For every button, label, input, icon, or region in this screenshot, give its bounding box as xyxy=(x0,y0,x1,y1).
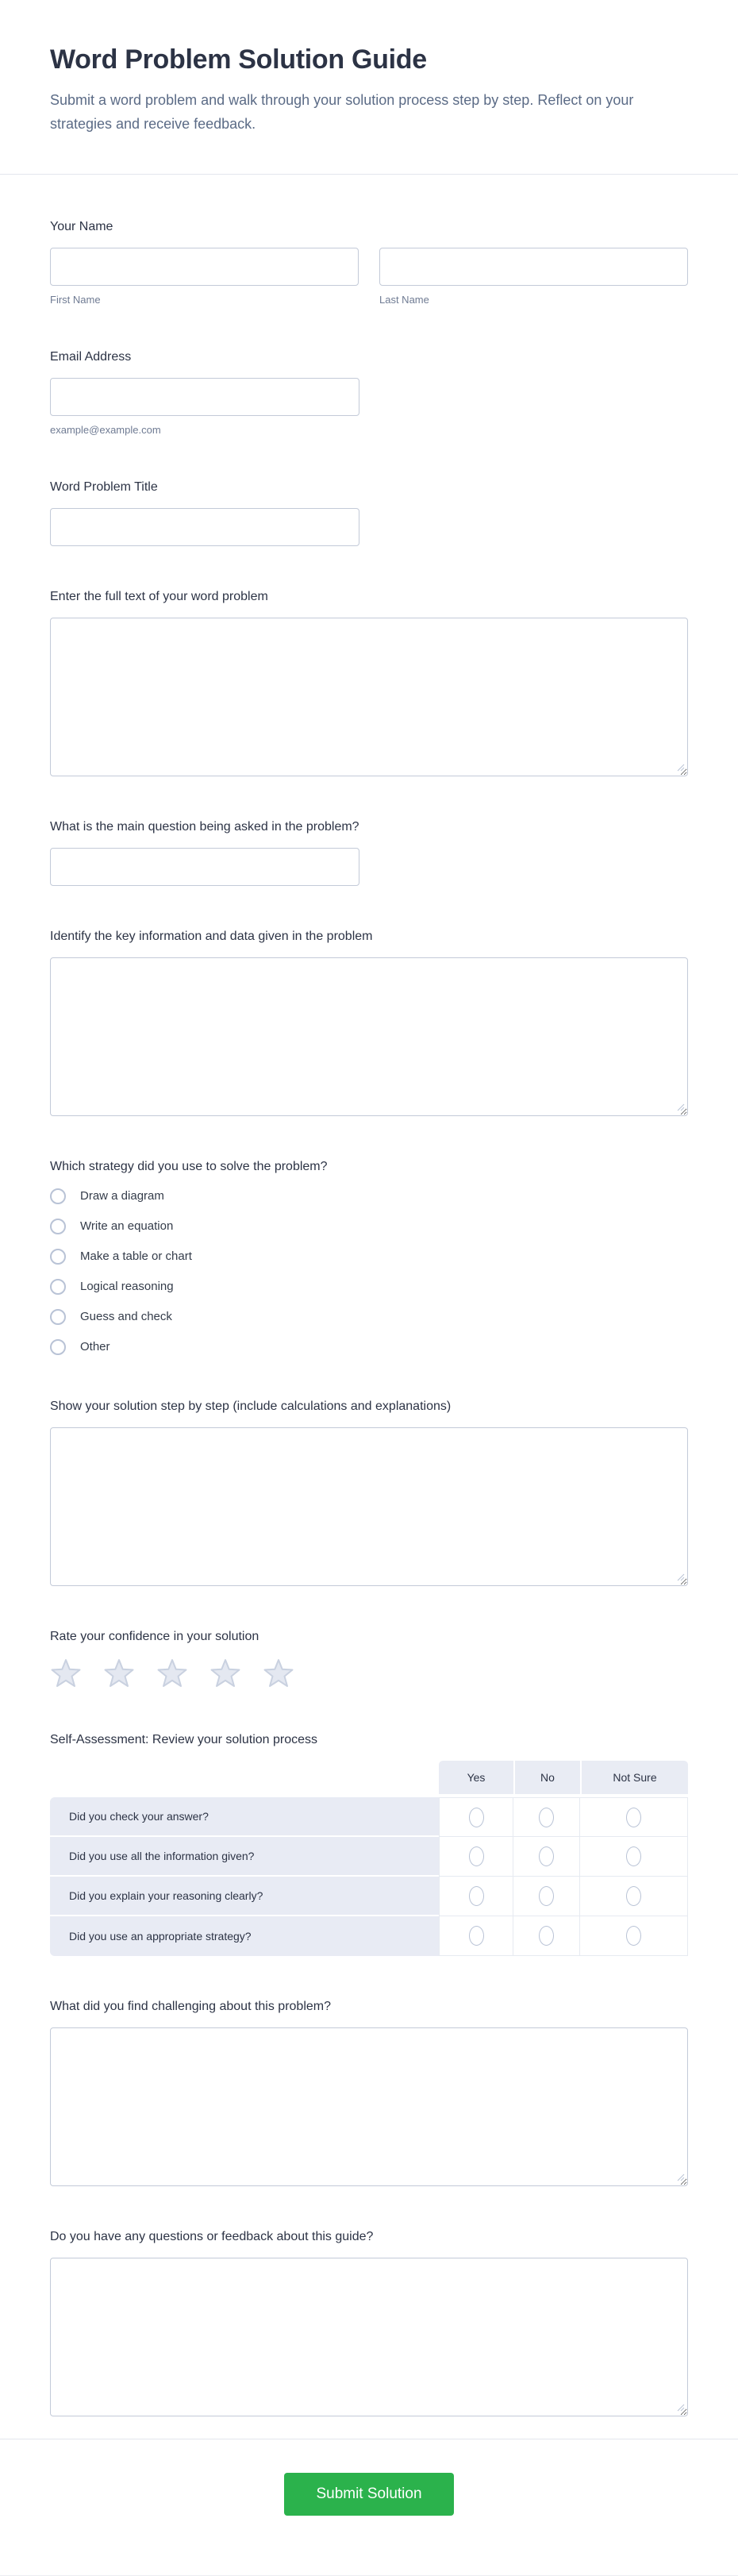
radio-circle-icon[interactable] xyxy=(626,1886,641,1906)
solution-steps-wrap xyxy=(50,1427,688,1586)
field-problem-text xyxy=(50,589,688,776)
matrix-cell-yes[interactable] xyxy=(439,1877,513,1916)
solution-steps-label: Show your solution step by step (include calculations and explanations) xyxy=(50,1400,452,1413)
radio-circle-icon[interactable] xyxy=(50,1188,66,1204)
radio-circle-icon[interactable] xyxy=(626,1846,641,1866)
radio-circle-icon[interactable] xyxy=(539,1926,554,1946)
matrix-row-explained-reasoning xyxy=(50,1877,688,1916)
field-confidence xyxy=(50,1629,688,1689)
matrix-cell-no[interactable] xyxy=(513,1837,580,1877)
radio-circle-icon[interactable] xyxy=(626,1808,641,1827)
challenging-label: What did you find challenging about this problem? xyxy=(50,2000,331,2013)
radio-circle-icon[interactable] xyxy=(469,1926,484,1946)
form-body xyxy=(0,175,738,2416)
strategy-option-guess-and-check[interactable] xyxy=(50,1308,688,1326)
strategy-option-label: Logical reasoning xyxy=(80,1280,174,1293)
matrix-cell-yes[interactable] xyxy=(439,1916,513,1956)
matrix-row-appropriate-strategy xyxy=(50,1916,688,1956)
field-main-question xyxy=(50,819,688,886)
key-info-wrap xyxy=(50,957,688,1116)
strategy-option-label: Draw a diagram xyxy=(80,1189,164,1203)
last-name-col xyxy=(379,248,688,306)
field-solution-steps xyxy=(50,1399,688,1586)
field-problem-title xyxy=(50,479,688,546)
matrix-question: Did you check your answer? xyxy=(50,1797,439,1837)
first-name-input[interactable] xyxy=(50,248,359,286)
matrix-cell-yes[interactable] xyxy=(439,1797,513,1837)
strategy-option-label: Make a table or chart xyxy=(80,1249,192,1263)
field-your-name xyxy=(50,219,688,306)
key-info-textarea[interactable] xyxy=(50,957,688,1116)
last-name-input[interactable] xyxy=(379,248,688,286)
star-icon[interactable] xyxy=(50,1658,82,1689)
matrix-header-spacer xyxy=(50,1761,439,1794)
matrix-question: Did you use all the information given? xyxy=(50,1837,439,1877)
strategy-option-logical-reasoning[interactable] xyxy=(50,1278,688,1296)
strategy-option-other[interactable] xyxy=(50,1338,688,1356)
field-self-assessment xyxy=(50,1732,688,1956)
radio-circle-icon[interactable] xyxy=(539,1886,554,1906)
matrix-question: Did you use an appropriate strategy? xyxy=(50,1916,439,1956)
main-question-input[interactable] xyxy=(50,848,359,886)
name-row xyxy=(50,248,688,306)
problem-text-label: Enter the full text of your word problem xyxy=(50,590,268,603)
radio-circle-icon[interactable] xyxy=(469,1886,484,1906)
field-feedback xyxy=(50,2229,688,2416)
field-key-info xyxy=(50,929,688,1116)
strategy-option-label: Other xyxy=(80,1340,110,1353)
feedback-wrap xyxy=(50,2258,688,2416)
feedback-label: Do you have any questions or feedback about this guide? xyxy=(50,2230,374,2243)
radio-circle-icon[interactable] xyxy=(50,1279,66,1295)
field-challenging xyxy=(50,1999,688,2186)
matrix-question: Did you explain your reasoning clearly? xyxy=(50,1877,439,1916)
form-title: Word Problem Solution Guide xyxy=(50,44,427,75)
confidence-label: Rate your confidence in your solution xyxy=(50,1630,259,1643)
strategy-radio-list xyxy=(50,1188,688,1356)
matrix-row-used-information xyxy=(50,1837,688,1877)
email-label: Email Address xyxy=(50,350,132,364)
matrix-header-row xyxy=(50,1761,688,1794)
self-assessment-table xyxy=(50,1761,688,1956)
problem-text-wrap xyxy=(50,618,688,776)
first-name-col xyxy=(50,248,359,306)
strategy-option-make-a-table-or-chart[interactable] xyxy=(50,1248,688,1265)
matrix-column-yes: Yes xyxy=(439,1761,513,1794)
key-info-label: Identify the key information and data given in the problem xyxy=(50,930,373,943)
solution-steps-textarea[interactable] xyxy=(50,1427,688,1586)
challenging-textarea[interactable] xyxy=(50,2027,688,2186)
submit-button[interactable]: Submit Solution xyxy=(284,2473,454,2516)
matrix-cell-not-sure[interactable] xyxy=(580,1837,688,1877)
email-sublabel: example@example.com xyxy=(50,424,161,436)
submit-section xyxy=(0,2439,738,2575)
strategy-option-write-an-equation[interactable] xyxy=(50,1218,688,1235)
radio-circle-icon[interactable] xyxy=(469,1846,484,1866)
radio-circle-icon[interactable] xyxy=(50,1249,66,1265)
matrix-cell-not-sure[interactable] xyxy=(580,1797,688,1837)
strategy-label: Which strategy did you use to solve the problem? xyxy=(50,1160,328,1173)
challenging-wrap xyxy=(50,2027,688,2186)
radio-circle-icon[interactable] xyxy=(539,1846,554,1866)
email-input[interactable] xyxy=(50,378,359,416)
name-label: Your Name xyxy=(50,220,113,233)
star-icon[interactable] xyxy=(103,1658,135,1689)
radio-circle-icon[interactable] xyxy=(50,1309,66,1325)
matrix-cell-no[interactable] xyxy=(513,1916,580,1956)
problem-title-label: Word Problem Title xyxy=(50,480,158,494)
matrix-column-not-sure: Not Sure xyxy=(580,1761,688,1794)
matrix-row-check-answer xyxy=(50,1797,688,1837)
strategy-option-label: Write an equation xyxy=(80,1219,174,1233)
self-assessment-label: Self-Assessment: Review your solution process xyxy=(50,1733,318,1746)
problem-text-textarea[interactable] xyxy=(50,618,688,776)
first-name-sublabel: First Name xyxy=(50,294,101,306)
main-question-label: What is the main question being asked in the problem? xyxy=(50,820,359,834)
matrix-cell-no[interactable] xyxy=(513,1797,580,1837)
strategy-option-label: Guess and check xyxy=(80,1310,172,1323)
radio-circle-icon[interactable] xyxy=(50,1219,66,1234)
radio-circle-icon[interactable] xyxy=(469,1808,484,1827)
radio-circle-icon[interactable] xyxy=(539,1808,554,1827)
field-strategy xyxy=(50,1159,688,1356)
star-icon[interactable] xyxy=(263,1658,294,1689)
last-name-sublabel: Last Name xyxy=(379,294,429,306)
strategy-option-draw-a-diagram[interactable] xyxy=(50,1188,688,1205)
star-rating xyxy=(50,1658,688,1689)
matrix-cell-no[interactable] xyxy=(513,1877,580,1916)
star-icon[interactable] xyxy=(209,1658,241,1689)
field-email xyxy=(50,349,688,437)
radio-circle-icon[interactable] xyxy=(50,1339,66,1355)
problem-title-input[interactable] xyxy=(50,508,359,546)
matrix-cell-yes[interactable] xyxy=(439,1837,513,1877)
form-header xyxy=(0,0,738,175)
feedback-textarea[interactable] xyxy=(50,2258,688,2416)
radio-circle-icon[interactable] xyxy=(626,1926,641,1946)
form-subtitle: Submit a word problem and walk through your solution process step by step. Reflect on your strategies and receive feedback. xyxy=(50,92,634,132)
matrix-cell-not-sure[interactable] xyxy=(580,1916,688,1956)
matrix-cell-not-sure[interactable] xyxy=(580,1877,688,1916)
star-icon[interactable] xyxy=(156,1658,188,1689)
matrix-column-no: No xyxy=(513,1761,580,1794)
